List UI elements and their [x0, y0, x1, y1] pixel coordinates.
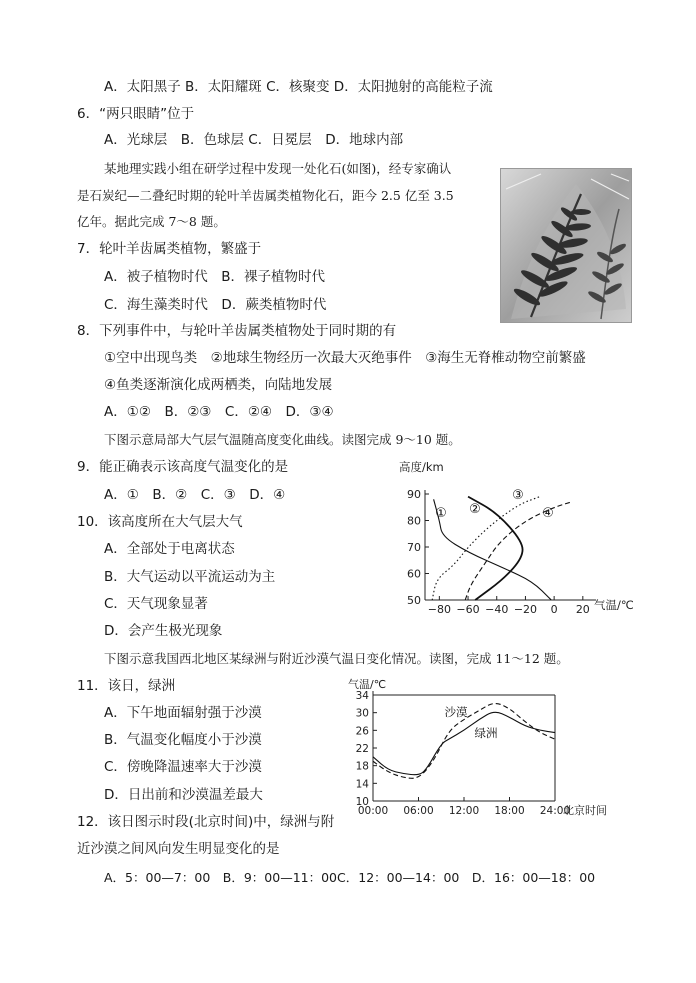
x-tick-label: −60: [456, 603, 480, 616]
q11-option-c: C．傍晚降温速率大于沙漠: [104, 759, 262, 775]
q9-stem: 9．能正确表示该高度气温变化的是: [77, 459, 289, 475]
q11-option-a: A．下午地面辐射强于沙漠: [104, 705, 262, 721]
intro-7-8-line-3: 亿年。据此完成 7～8 题。: [77, 214, 226, 229]
x-axis-label: 北京时间: [563, 804, 607, 817]
x-tick-label: 18:00: [494, 805, 525, 817]
x-tick-label: 06:00: [403, 805, 434, 817]
series-label: 沙漠: [444, 705, 468, 719]
series-label: 绿洲: [474, 726, 498, 740]
diurnal-temperature-chart: [343, 675, 608, 820]
series-label: ①: [435, 506, 447, 521]
x-tick-label: 24:00: [539, 805, 571, 817]
y-tick-label: 26: [355, 725, 369, 738]
q12-options: A．5：00—7：00 B．9：00—11：00C．12：00—14：00 D．16：00—18：00: [104, 870, 596, 885]
y-tick-label: 34: [355, 690, 369, 702]
q6-options: A．光球层 B．色球层 C．日冕层 D．地球内部: [104, 132, 404, 148]
y-tick-label: 60: [407, 567, 421, 581]
fossil-photo: [500, 168, 632, 323]
q8-options: A．①② B．②③ C．②④ D．③④: [104, 404, 334, 420]
series-label: ③: [512, 488, 524, 503]
q7-options-1: A．被子植物时代 B．裸子植物时代: [104, 269, 325, 285]
x-axis-label: 气温/℃: [594, 598, 634, 612]
y-axis-label: 气温/℃: [348, 678, 387, 691]
q7-options-2: C．海生藻类时代 D．蕨类植物时代: [104, 297, 327, 313]
series-line-4: [465, 502, 571, 600]
q11-option-d: D．日出前和沙漠温差最大: [104, 787, 263, 803]
q10-stem: 10．该高度所在大气层大气: [77, 514, 243, 530]
q12-stem-2: 近沙漠之间风向发生明显变化的是: [77, 841, 280, 857]
y-tick-label: 50: [407, 594, 421, 607]
series-line-2: [373, 712, 555, 774]
q10-option-d: D．会产生极光现象: [104, 623, 223, 639]
q10-option-c: C．天气现象显著: [104, 596, 208, 612]
intro-11-12: 下图示意我国西北地区某绿洲与附近沙漠气温日变化情况。读图，完成 11～12 题。: [104, 651, 569, 666]
q10-option-a: A．全部处于电离状态: [104, 541, 235, 557]
q5-options: A．太阳黑子 B．太阳耀斑 C．核聚变 D．太阳抛射的高能粒子流: [104, 79, 493, 95]
series-line-1: [434, 499, 552, 600]
y-tick-label: 18: [355, 760, 369, 773]
fossil-illustration: [501, 169, 632, 323]
y-tick-label: 80: [407, 514, 421, 528]
q12-stem-1: 12．该日图示时段(北京时间)中，绿洲与附: [77, 814, 335, 830]
q8-stem: 8．下列事件中，与轮叶羊齿属类植物处于同时期的有: [77, 323, 397, 339]
x-tick-label: −40: [485, 603, 509, 616]
y-tick-label: 70: [407, 541, 421, 554]
x-tick-label: 00:00: [357, 805, 389, 817]
y-axis-label: 高度/km: [399, 460, 444, 474]
q11-stem: 11．该日，绿洲: [77, 678, 176, 694]
intro-7-8-line-1: 某地理实践小组在研学过程中发现一处化石(如图)，经专家确认: [104, 161, 452, 176]
y-tick-label: 10: [355, 796, 369, 808]
y-tick-label: 90: [407, 488, 421, 501]
y-tick-label: 14: [355, 778, 369, 791]
altitude-temperature-chart: [395, 458, 650, 618]
intro-9-10: 下图示意局部大气层气温随高度变化曲线。读图完成 9～10 题。: [104, 432, 461, 447]
q7-stem: 7．轮叶羊齿属类植物，繁盛于: [77, 241, 262, 257]
q10-option-b: B．大气运动以平流运动为主: [104, 569, 276, 585]
series-label: ④: [542, 506, 554, 521]
x-tick-label: 20: [575, 603, 590, 616]
q8-events-1: ①空中出现鸟类 ②地球生物经历一次最大灭绝事件 ③海生无脊椎动物空前繁盛: [104, 350, 586, 366]
y-tick-label: 30: [355, 707, 369, 720]
series-line-3: [432, 497, 540, 600]
q11-option-b: B．气温变化幅度小于沙漠: [104, 732, 262, 748]
intro-7-8-line-2: 是石炭纪—二叠纪时期的轮叶羊齿属类植物化石，距今 2.5 亿至 3.5: [77, 188, 454, 203]
x-tick-label: 12:00: [448, 805, 480, 817]
x-tick-label: −20: [513, 603, 538, 616]
series-label: ②: [469, 502, 481, 517]
q8-events-2: ④鱼类逐渐演化成两栖类，向陆地发展: [104, 377, 333, 393]
q9-options: A．① B．② C．③ D．④: [104, 487, 286, 503]
x-tick-label: −80: [427, 603, 451, 616]
y-tick-label: 22: [355, 743, 369, 755]
x-tick-label: 0: [550, 603, 558, 616]
q6-stem: 6．“两只眼睛”位于: [77, 106, 195, 122]
